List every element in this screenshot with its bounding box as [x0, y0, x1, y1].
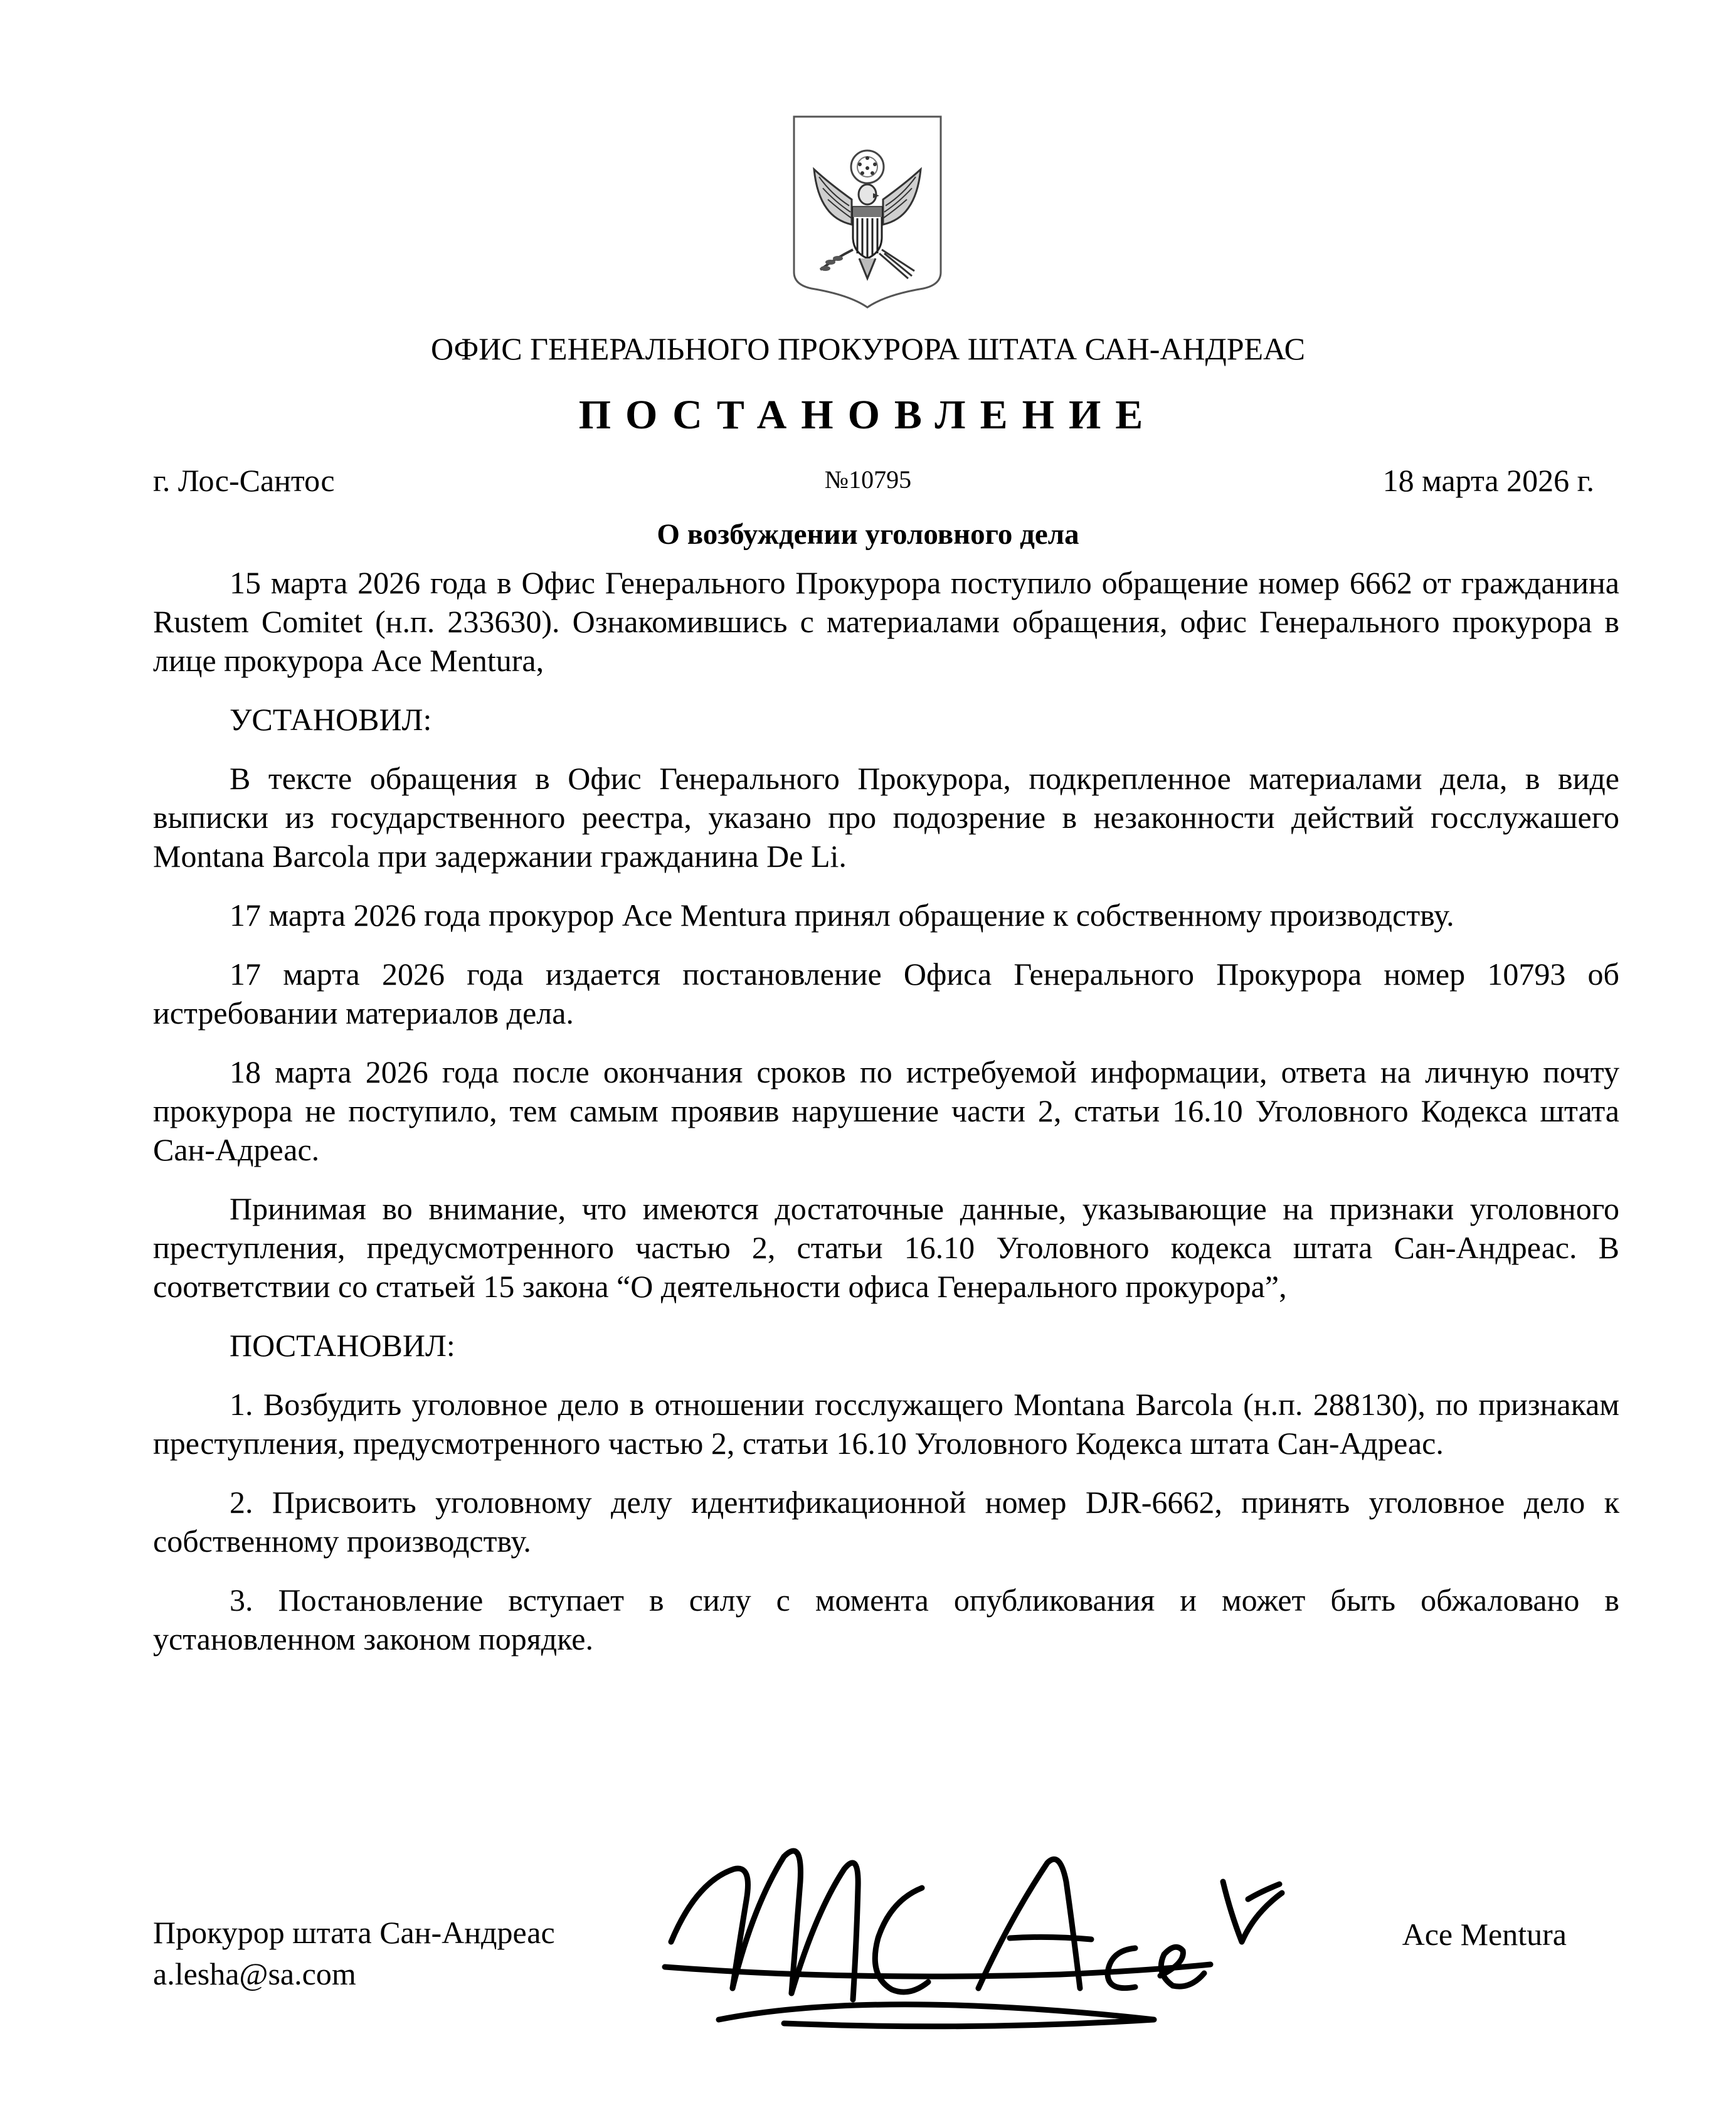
paragraph: 17 марта 2026 года издается постановление Офиса Генерального Прокурора номер 10793 об истребовании материалов дела. [153, 957, 1619, 1031]
office-title: ОФИС ГЕНЕРАЛЬНОГО ПРОКУРОРА ШТАТА САН-АНДРЕАС [430, 331, 1306, 366]
paragraph: 2. Присвоить уголовному делу идентификационной номер DJR-6662, принять уголовное дело к собственному производству. [153, 1485, 1619, 1559]
paragraph: ПОСТАНОВИЛ: [230, 1328, 455, 1363]
signer-details [153, 1912, 555, 1995]
handwritten-signature [659, 1831, 1286, 2057]
paragraph: В тексте обращения в Офис Генерального Прокурора, подкрепленное материалами дела, в виде выписки из государственного реестра, указано про подозрение в незаконности действий госслужашего Montana Barcola при задержании гражданина De Li. [153, 761, 1619, 874]
signer-name: Ace Mentura [1402, 1917, 1567, 1952]
document-type-title: ПОСТАНОВЛЕНИЕ [578, 392, 1158, 438]
paragraph: 3. Постановление вступает в силу с момента опубликования и может быть обжаловано в установленном законом порядке. [153, 1582, 1619, 1656]
signer-email: a.lesha@sa.com [153, 1956, 356, 1991]
document-subject: О возбуждении уголовного дела [657, 518, 1079, 551]
paragraph: Принимая во внимание, что имеются достаточные данные, указывающие на признаки уголовного преступления, предусмотренного частью 2, статьи 16.10 Уголовного кодекса штата Сан-Андреас. В соответствии со статьей 15 закона “О деятельности офиса Генерального прокурора”, [153, 1191, 1619, 1304]
paragraph: 1. Возбудить уголовное дело в отношении госслужащего Montana Barcola (н.п. 288130), по признакам преступления, предусмотренного частью 2, статьи 16.10 Уголовного Кодекса штата Сан-Адреас. [153, 1387, 1619, 1461]
document-date: 18 марта 2026 г. [1382, 463, 1594, 498]
paragraph: 15 марта 2026 года в Офис Генерального Прокурора поступило обращение номер 6662 от гражданина Rustem Comitet (н.п. 233630). Ознакомившись с материалами обращения, офис Генерального прокурора в лице прокурора Ace Mentura, [153, 565, 1619, 678]
document-body [153, 563, 1619, 1678]
document-city: г. Лос-Сантос [153, 463, 335, 498]
document-number: №10795 [824, 465, 912, 494]
paragraph: 17 марта 2026 года прокурор Ace Mentura принял обращение к собственному производству. [230, 898, 1454, 933]
paragraph: 18 марта 2026 года после окончания сроков по истребуемой информации, ответа на личную почту прокурора не поступило, тем самым проявив нарушение части 2, статьи 16.10 Уголовного Кодекса штата Сан-Адреас. [153, 1054, 1619, 1167]
signer-position: Прокурор штата Сан-Андреас [153, 1915, 555, 1950]
paragraph: УСТАНОВИЛ: [230, 702, 432, 737]
eagle-seal-icon [791, 114, 943, 310]
